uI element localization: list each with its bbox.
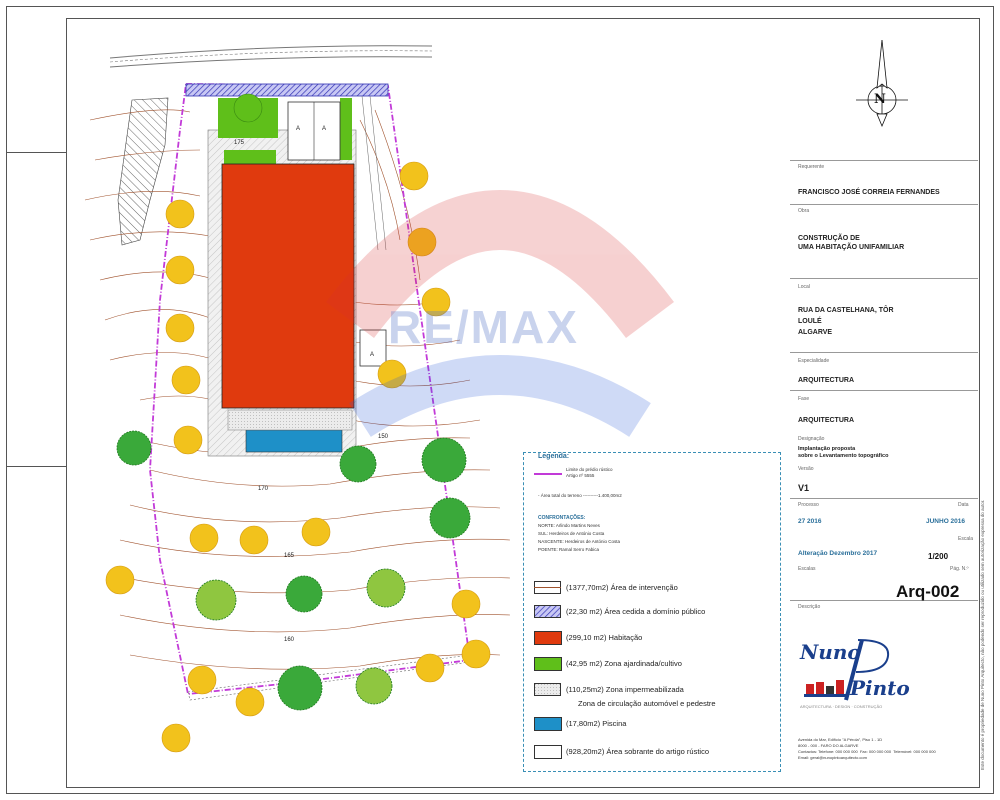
- neighbor-hatch-area: [118, 98, 168, 245]
- owner-value: FRANCISCO JOSÉ CORREIA FERNANDES: [798, 189, 940, 196]
- contour-label: 165: [284, 553, 295, 559]
- legend-pool: (17,80m2) Piscina: [566, 719, 627, 728]
- process-label: Processo: [798, 502, 819, 508]
- place-value-1: RUA DA CASTELHANA, TÔR: [798, 307, 894, 314]
- ceded-public-area: [186, 84, 388, 96]
- structure-label: A: [370, 352, 375, 358]
- tb-divider: [790, 204, 978, 205]
- phase-value: ARQUITECTURA: [798, 417, 854, 424]
- legend-box: [523, 452, 781, 772]
- confrontation-east: NASCENTE: Herdeiros de António Costa: [538, 539, 621, 544]
- specialty-value: ARQUITECTURA: [798, 377, 854, 384]
- legend-impermeable: (110,25m2) Zona impermeabilizada: [566, 685, 684, 694]
- intervention-area-swatch: [534, 581, 562, 595]
- version-value: V1: [798, 483, 810, 493]
- work-value-2: UMA HABITAÇÃO UNIFAMILIAR: [798, 244, 905, 251]
- legend-circulation: Zona de circulação automóvel e pedestre: [578, 699, 716, 708]
- designation-value-1: Implantação proposta: [798, 446, 856, 452]
- ceded-area-swatch: [534, 605, 562, 619]
- pool-deck: [228, 410, 352, 430]
- vertical-disclaimer: Este documento é propriedade de Nuno Pinto Arquitecto, não podendo ser reproduzido ou utilizado sem autorização expressa do autor.: [980, 499, 985, 770]
- tb-divider: [790, 390, 978, 391]
- process-value: 27 2016: [798, 518, 822, 525]
- designation-label: Designação: [798, 436, 825, 442]
- date-value: JUNHO 2016: [926, 518, 966, 525]
- remax-watermark-text: RE/MAX: [388, 301, 579, 353]
- legend-limit-line: Limite do prédio rústico: [566, 467, 613, 472]
- logo-tagline: ARQUITECTURA · DESIGN · CONSTRUÇÃO: [800, 704, 883, 709]
- work-value-1: CONSTRUÇÃO DE: [798, 235, 860, 242]
- remaining-area-swatch: [534, 745, 562, 759]
- road: [110, 46, 432, 67]
- tb-divider: [790, 498, 978, 499]
- garden-zone-right-top: [340, 98, 352, 160]
- logo-name-last: Pinto: [850, 676, 910, 700]
- legend-remaining-area: (928,20m2) Área sobrante do artigo rústico: [566, 747, 709, 756]
- confrontations-title: CONFRONTAÇÕES:: [538, 515, 586, 521]
- legend-title: Legenda:: [538, 453, 570, 460]
- legend-ceded-area: (22,30 m2) Área cedida a domínio público: [566, 607, 706, 616]
- legend-housing: (299,10 m2) Habitação: [566, 633, 643, 642]
- legend-intervention-area: (1377,70m2) Área de intervenção: [566, 583, 678, 592]
- owner-label: Requerente: [798, 164, 825, 170]
- tb-divider: [790, 160, 978, 161]
- alteration-value: Alteração Dezembro 2017: [798, 550, 878, 557]
- legend-garden: (42,95 m2) Zona ajardinada/cultivo: [566, 659, 682, 668]
- logo-name-first: Nuno: [800, 640, 861, 664]
- structure-label: A: [322, 126, 327, 132]
- north-label: N: [874, 92, 886, 107]
- confrontation-south: SUL: Herdeiros de António Costa: [538, 531, 605, 536]
- contour-label: 150: [378, 434, 389, 440]
- place-label: Local: [798, 284, 810, 290]
- scale-label: Escala: [958, 536, 974, 542]
- office-address: Avenida do Mar, Edifício "A Pérola", Piso 1 - 1D 8000 - 000 - FARO DO ALGARVE Contactos: Telefone: 000 000 000 Fax: 000 000 000 Telemóvel: 000 000 000 Email: geral@nunopintoarquitecto.com: [798, 737, 936, 760]
- place-value-3: ALGARVE: [798, 329, 833, 336]
- pool-swatch: [534, 717, 562, 731]
- boundary-line-swatch: [534, 467, 564, 481]
- designation-value-2: sobre o Levantamento topográfico: [798, 453, 889, 459]
- impermeable-swatch: [534, 683, 562, 697]
- legend-limit-article: Artigo nº 5555: [566, 473, 595, 478]
- contour-label: 170: [258, 486, 269, 492]
- contour-label: 160: [284, 637, 295, 643]
- pool: [246, 430, 342, 452]
- work-label: Obra: [798, 208, 810, 214]
- house-footprint: [222, 164, 354, 408]
- phase-label: Fase: [798, 396, 810, 402]
- structure-label: A: [296, 126, 301, 132]
- contour-label: 175: [234, 140, 245, 146]
- confrontation-west: POENTE: Ramal Serro Fabica: [538, 547, 600, 552]
- confrontation-north: NORTE: Arlindo Martins Neves: [538, 523, 600, 528]
- specialty-label: Especialidade: [798, 358, 830, 364]
- tb-divider: [790, 352, 978, 353]
- garden-swatch: [534, 657, 562, 671]
- date-label: Data: [958, 502, 969, 508]
- page-label: Pág. N.º: [950, 566, 969, 572]
- north-arrow: [856, 40, 908, 126]
- description-label: Descrição: [798, 604, 821, 610]
- place-value-2: LOULÉ: [798, 318, 822, 325]
- housing-swatch: [534, 631, 562, 645]
- legend-total-area: - Área total do terreno ----------1.400,00m2: [538, 493, 622, 498]
- version-label: Versão: [798, 466, 814, 472]
- tb-divider: [790, 278, 978, 279]
- scale-value: 1/200: [928, 552, 949, 561]
- drawing-code: Arq-002: [896, 582, 960, 601]
- scale-field-label: Escalas: [798, 566, 816, 572]
